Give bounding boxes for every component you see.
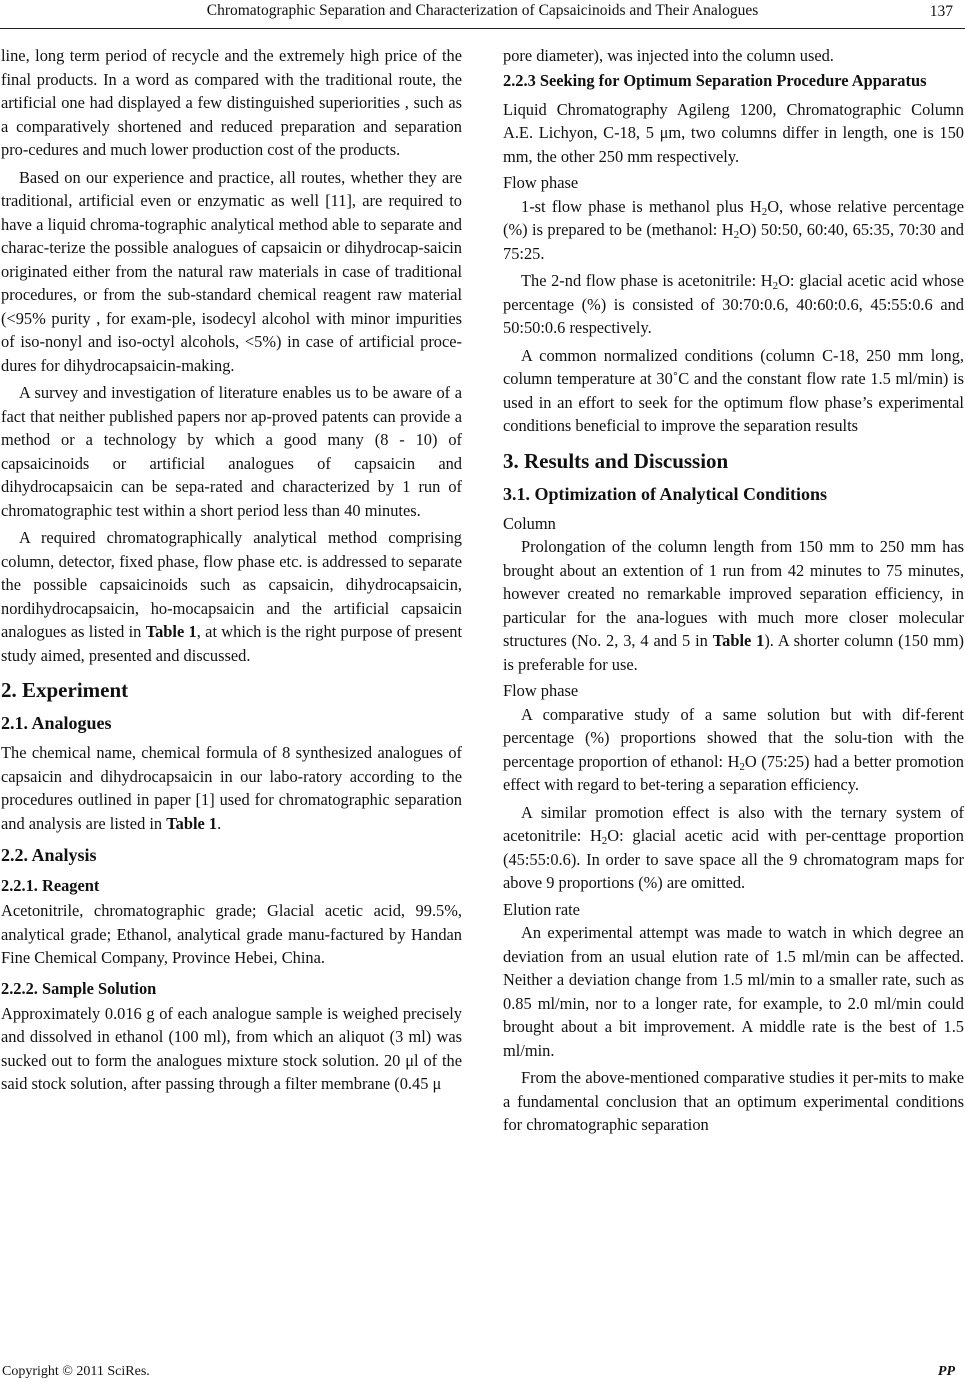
paragraph: pore diameter), was injected into the column used. bbox=[503, 46, 834, 65]
paragraph: The 2-nd flow phase is acetonitrile: $H_2O$: glacial acetic acid whose percentage (%) is consisted of 30:70:0.6, 40:60:0.6, 45:55:0.6 and 50:50:0.6 respectively. bbox=[503, 271, 964, 337]
run-in-label: Flow phase bbox=[503, 173, 579, 192]
section-heading-results: 3. Results and Discussion bbox=[503, 448, 729, 473]
paragraph: An experimental attempt was made to watch in which degree an deviation from an usual elution rate of 1.5 ml/min can be affected. Neither a deviation change from 1.5 ml/min to a smaller rate, such as 0.85 ml/min, nor to a longer rate, for example, to 2.0 ml/min could brought about a bit improvement. A middle rate is the best of 1.5 ml/min. bbox=[503, 923, 964, 1060]
paragraph: A similar promotion effect is also with the ternary system of acetonitrile: $H_2O$: glacial acetic acid with per-centtage proportion (45:55:0.6). In order to save space all the 9 chromatogram maps for above 9 proportions (%) are omitted. bbox=[503, 802, 964, 892]
subsection-heading-analysis: 2.2. Analysis bbox=[1, 845, 97, 865]
paragraph: Based on our experience and practice, all routes, whether they are traditional, artificial even or enzymatic as well [11], are required to have a liquid chroma-tographic analytical method able to separate and charac-terize the possible analogues of capsaicin or dihydrocap-saicin originated either from the natural raw materials in case of traditional procedures, or from the sub-standard chemical reagent raw material (<95% purity , for exam-ple, isodecyl alcohol with minor impurities of iso-nonyl and iso-octyl alcohols, <5%) in case of artificial proce-dures for dihydrocapsaicin-making. bbox=[1, 167, 462, 375]
left-column bbox=[1, 44, 462, 1096]
paragraph: The chemical name, chemical formula of 8 synthesized analogues of capsaicin and dihydrocapsaicin in our labo-ratory according to the procedures outlined in paper [1] used for chromatographic separation and analysis are listed in Table 1. bbox=[1, 743, 462, 833]
paragraph: Prolongation of the column length from 150 mm to 250 mm has brought about an extention of 1 run from 42 minutes to 75 minutes, however created no remarkable improved separation efficiency, in particular for the ana-logues with much more closer molecular structures (No. 2, 3, 4 and 5 in Table 1). A shorter column (150 mm) is preferable for use. bbox=[503, 537, 964, 674]
paragraph: line, long term period of recycle and the extremely high price of the final products. In a word as compared with the traditional route, the artificial one had displayed a few distinguished superiorities , such as a comparatively shortened and reduced preparation and separation pro-cedures and much lower production cost of the products. bbox=[1, 46, 462, 159]
paragraph: Acetonitrile, chromatographic grade; Glacial acetic acid, 99.5%, analytical grade; Ethanol, analytical grade manu-factured by Handan Fine Chemical Company, Province Hebei, China. bbox=[1, 901, 462, 967]
subsubsection-heading-seeking: 2.2.3 Seeking for Optimum Separation Procedure Apparatus bbox=[503, 70, 927, 90]
journal-abbreviation: PP bbox=[937, 1364, 955, 1379]
run-in-label: Flow phase bbox=[503, 681, 579, 700]
right-column bbox=[503, 44, 964, 1137]
paragraph: Liquid Chromatography Agileng 1200, Chromatographic Column A.E. Lichyon, C-18, 5 μm, two columns differ in length, one is 150 mm, the other 250 mm respectively. bbox=[503, 99, 964, 166]
page-number: 137 bbox=[929, 3, 953, 20]
subsection-heading-analogues: 2.1. Analogues bbox=[1, 713, 112, 733]
copyright-notice: Copyright © 2011 SciRes. bbox=[2, 1364, 150, 1379]
subsubsection-heading-reagent: 2.2.1. Reagent bbox=[1, 876, 100, 895]
section-heading-experiment: 2. Experiment bbox=[1, 678, 129, 702]
subsubsection-heading-sample: 2.2.2. Sample Solution bbox=[1, 978, 157, 998]
run-in-label: Elution rate bbox=[503, 899, 580, 919]
paragraph: A common normalized conditions (column C-18, 250 mm long, column temperature at 30˚C and the constant flow rate 1.5 ml/min) is used in an effort to seek for the optimum flow phase’s experimental conditions beneficial to improve the separation results bbox=[503, 345, 964, 435]
paragraph: Approximately 0.016 g of each analogue sample is weighed precisely and dissolved in ethanol (100 ml), from which an aliquot (3 ml) was sucked out to form the analogues mixture stock solution. 20 μl of the said stock solution, after passing through a filter membrane (0.45 μ bbox=[1, 1003, 462, 1093]
paragraph: A comparative study of a same solution but with dif-ferent percentage (%) proportions showed that the solu-tion with the percentage proportion of ethanol: $H_2O$ (75:25) had a better promotion effect with regard to bet-tering a separation efficiency. bbox=[503, 704, 964, 794]
paragraph: From the above-mentioned comparative studies it per-mits to make a fundamental conclusion that an optimum experimental conditions for chromatographic separation bbox=[503, 1068, 964, 1134]
page-header bbox=[0, 0, 965, 32]
run-in-label: Column bbox=[503, 513, 556, 533]
paragraph: 1-st flow phase is methanol plus $H_2O$, whose relative percentage (%) is prepared to be (methanol: $H_2O$) 50:50, 60:40, 65:35, 70:30 and 75:25. bbox=[503, 196, 964, 263]
header-rule bbox=[0, 28, 965, 29]
table-reference[interactable]: Table 1 bbox=[166, 813, 218, 833]
subsection-heading-optimization: 3.1. Optimization of Analytical Conditions bbox=[503, 483, 828, 504]
table-reference[interactable]: Table 1 bbox=[145, 622, 197, 641]
paragraph: A survey and investigation of literature enables us to be aware of a fact that neither published papers nor ap-proved patents can provide a method or a technology by which a good many (8 - 10) of capsaicinoids or artificial analogues of capsaicin and dihydrocapsaicin can be sepa-rated and characterized by 1 run of chromatographic test within a short period less than 40 minutes. bbox=[1, 383, 462, 520]
running-title: Chromatographic Separation and Characterization of Capsaicinoids and Their Analogues bbox=[206, 2, 759, 19]
page-footer bbox=[0, 1362, 965, 1384]
paragraph: A required chromatographically analytical method comprising column, detector, fixed phase, flow phase etc. is addressed to separate the possible capsaicinoids such as capsaicin, dihydrocapsaicin, nordihydrocapsaicin, ho-mocapsaicin and the artificial capsaicin analogues as listed in Table 1, at which is the right purpose of present study aimed, presented and discussed. bbox=[1, 528, 462, 665]
table-reference[interactable]: Table 1 bbox=[712, 631, 765, 650]
